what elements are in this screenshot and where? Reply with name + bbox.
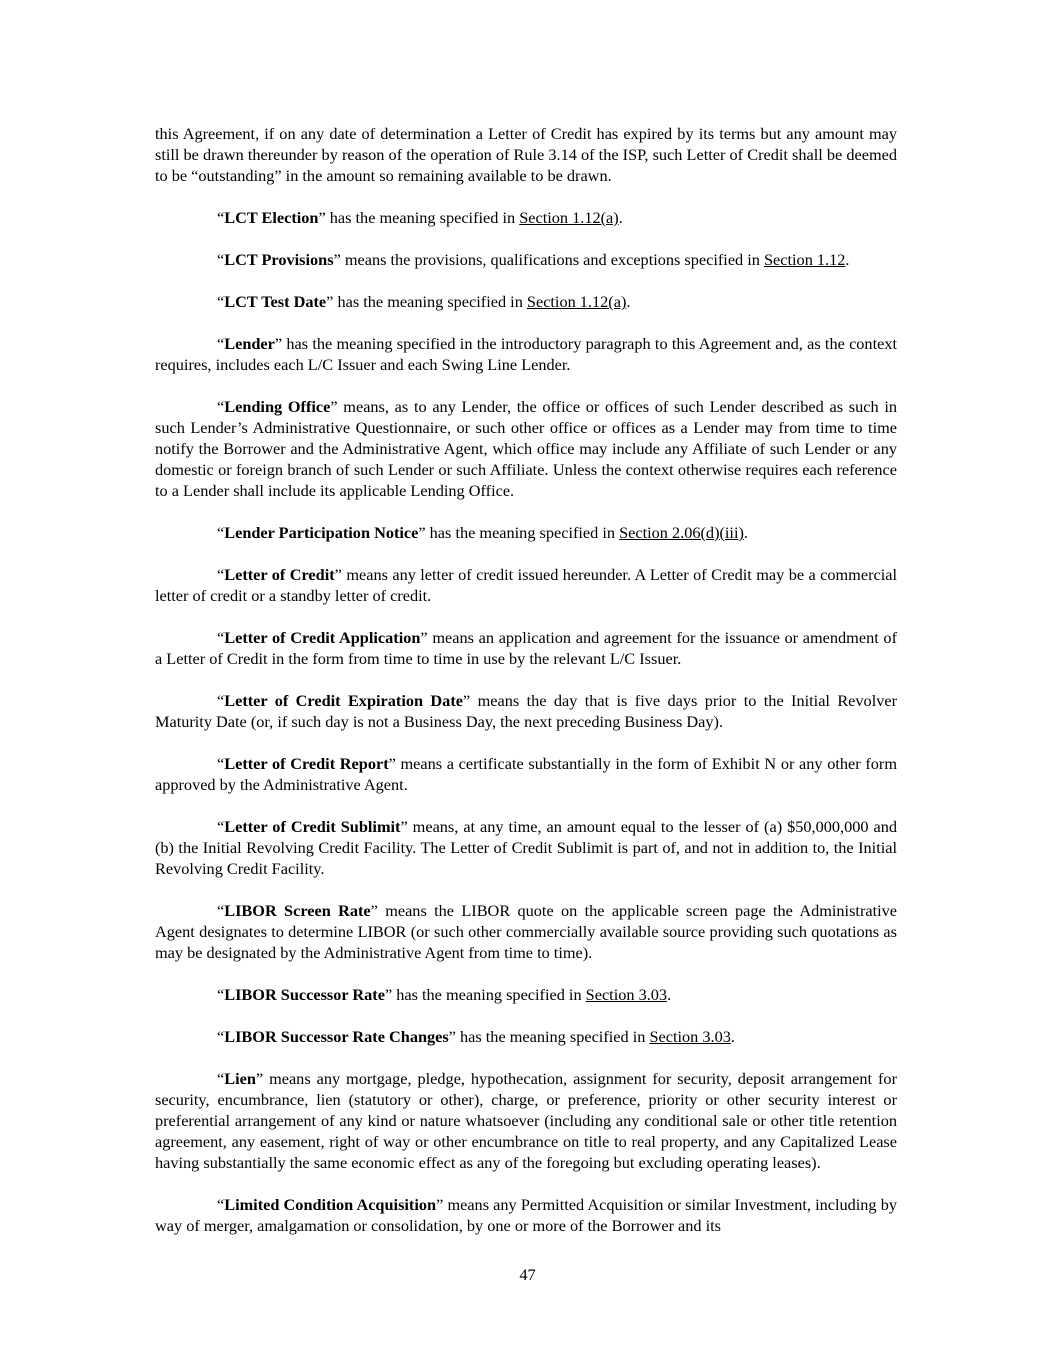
body-text: “ (217, 817, 225, 836)
body-text: ” means, as to any Lender, the office or offices of such Lender described as such in such Lender’s Administrative Questionnaire, or such other office or offices as a Lender may from time to time notify the Borrower and the Administrative Agent, which office may include any Affiliate of such Lender or any domestic or foreign branch of such Lender or such Affiliate. Unless the context otherwise requires each reference to a Lender shall include its applicable Lending Office. (155, 397, 898, 500)
section-reference: Section 1.12 (764, 250, 846, 269)
section-reference: Section 1.12(a) (519, 208, 619, 227)
definition-paragraph (155, 522, 897, 543)
body-text: “ (217, 523, 225, 542)
body-text: ” means the provisions, qualifications and exceptions specified in (333, 250, 764, 269)
defined-term: LIBOR Screen Rate (224, 901, 371, 920)
body-text: ” means any letter of credit issued hereunder. A Letter of Credit may be a commercial letter of credit or a standby letter of credit. (155, 565, 897, 605)
body-text: “ (217, 985, 225, 1004)
definition-paragraph (155, 291, 897, 312)
body-text: ” has the meaning specified in (418, 523, 620, 542)
defined-term: Lien (224, 1069, 256, 1088)
defined-term: LIBOR Successor Rate Changes (224, 1027, 449, 1046)
body-text: “ (217, 250, 225, 269)
defined-term: Letter of Credit Application (224, 628, 421, 647)
body-text: . (618, 208, 623, 227)
body-text: “ (217, 691, 225, 710)
section-reference: Section 2.06(d)(iii) (619, 523, 744, 542)
section-reference: Section 1.12(a) (526, 292, 627, 311)
definition-paragraph (155, 753, 897, 795)
defined-term: LIBOR Successor Rate (224, 985, 385, 1004)
body-text: . (626, 292, 631, 311)
body-text: “ (217, 754, 225, 773)
body-text: . (730, 1027, 735, 1046)
body-text: “ (217, 292, 225, 311)
body-text: “ (217, 1069, 225, 1088)
body-text: “ (217, 628, 225, 647)
body-text: ” means any Permitted Acquisition or similar Investment, including by way of merger, amalgamation or consolidation, by one or more of the Borrower and its (155, 1195, 897, 1235)
defined-term: LCT Election (224, 208, 319, 227)
document-body (155, 123, 897, 1257)
defined-term: Letter of Credit Expiration Date (224, 691, 463, 710)
definition-paragraph (155, 1026, 897, 1047)
body-text: “ (217, 1027, 225, 1046)
defined-term: Letter of Credit Sublimit (224, 817, 401, 836)
definition-paragraph (155, 690, 897, 732)
body-text: this Agreement, if on any date of determination a Letter of Credit has expired by its terms but any amount may still be drawn thereunder by reason of the operation of Rule 3.14 of the ISP, such Letter of Credit shall be deemed to be “outstanding” in the amount so remaining available to be drawn. (155, 124, 897, 185)
definition-paragraph (155, 900, 897, 963)
body-text: “ (217, 565, 225, 584)
body-text: “ (217, 1195, 225, 1214)
body-text: ” means, at any time, an amount equal to the lesser of (a) $50,000,000 and (b) the Initial Revolving Credit Facility. The Letter of Credit Sublimit is part of, and not in addition to, the Initial Revolving Credit Facility. (155, 817, 897, 878)
body-text: ” has the meaning specified in the introductory paragraph to this Agreement and, as the context requires, includes each L/C Issuer and each Swing Line Lender. (155, 334, 897, 374)
definition-paragraph (155, 627, 897, 669)
defined-term: Lending Office (224, 397, 331, 416)
definition-paragraph (155, 207, 897, 228)
defined-term: Lender Participation Notice (224, 523, 419, 542)
definition-paragraph (155, 1068, 897, 1173)
definition-paragraph (155, 816, 897, 879)
defined-term: Lender (224, 334, 275, 353)
defined-term: Limited Condition Acquisition (224, 1195, 437, 1214)
defined-term: Letter of Credit Report (224, 754, 389, 773)
body-text: ” means the day that is five days prior to the Initial Revolver Maturity Date (or, if such day is not a Business Day, the next preceding Business Day). (155, 691, 898, 731)
body-text: “ (217, 901, 225, 920)
definition-paragraph (155, 984, 897, 1005)
section-reference: Section 3.03 (649, 1027, 731, 1046)
body-text: ” has the meaning specified in (448, 1027, 650, 1046)
body-text: “ (217, 334, 225, 353)
definition-paragraph (155, 123, 897, 186)
body-text: ” has the meaning specified in (384, 985, 586, 1004)
definition-paragraph (155, 1194, 897, 1236)
defined-term: Letter of Credit (224, 565, 335, 584)
body-text: . (667, 985, 672, 1004)
body-text: . (845, 250, 850, 269)
definition-paragraph (155, 249, 897, 270)
body-text: “ (217, 397, 225, 416)
definition-paragraph (155, 396, 897, 501)
defined-term: LCT Provisions (224, 250, 334, 269)
defined-term: LCT Test Date (224, 292, 327, 311)
definition-paragraph (155, 333, 897, 375)
body-text: ” has the meaning specified in (318, 208, 520, 227)
body-text: ” has the meaning specified in (326, 292, 527, 311)
body-text: . (743, 523, 748, 542)
body-text: ” means the LIBOR quote on the applicable screen page the Administrative Agent designates to determine LIBOR (or such other commercially available source providing such quotations as may be designated by the Administrative Agent from time to time). (155, 901, 898, 962)
body-text: ” means a certificate substantially in the form of Exhibit N or any other form approved by the Administrative Agent. (155, 754, 897, 794)
page-number: 47 (519, 1265, 536, 1284)
body-text: ” means an application and agreement for the issuance or amendment of a Letter of Credit in the form from time to time in use by the relevant L/C Issuer. (155, 628, 897, 668)
definition-paragraph (155, 564, 897, 606)
body-text: ” means any mortgage, pledge, hypothecation, assignment for security, deposit arrangement for security, encumbrance, lien (statutory or other), charge, or preference, priority or other security interest or preferential arrangement of any kind or nature whatsoever (including any conditional sale or other title retention agreement, any easement, right of way or other encumbrance on title to real property, and any Capitalized Lease having substantially the same economic effect as any of the foregoing but excluding operating leases). (155, 1069, 897, 1172)
section-reference: Section 3.03 (585, 985, 668, 1004)
body-text: “ (217, 208, 225, 227)
